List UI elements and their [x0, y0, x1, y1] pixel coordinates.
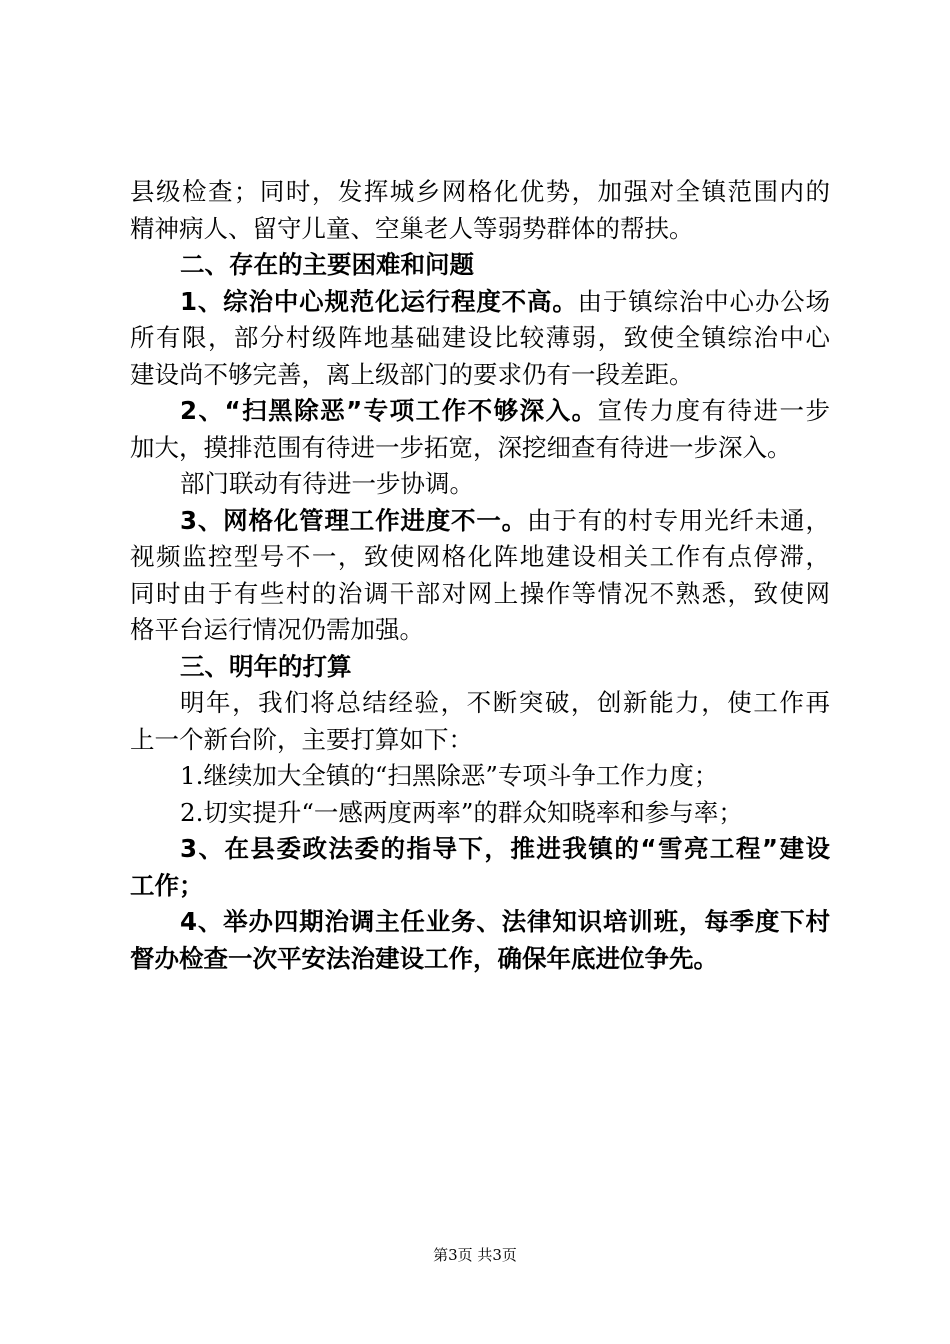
intro-line-2: 精神病人、留守儿童、空巢老人等弱势群体的帮扶。 — [130, 213, 694, 243]
item-3-lead: 3、网格化管理工作进度不一。 — [180, 505, 527, 535]
item-3-line-4: 格平台运行情况仍需加强。 — [130, 615, 424, 644]
intro-line-1: 县级检查；同时，发挥城乡网格化优势，加强对全镇范围内的 — [130, 177, 830, 206]
plan-item-1: 1.继续加大全镇的“扫黑除恶”专项斗争工作力度； — [180, 761, 719, 790]
item-2-line-2: 加大，摸排范围有待进一步拓宽，深挖细查有待进一步深入。 — [130, 432, 792, 462]
page-footer: 第3页 共3页 — [433, 1246, 517, 1264]
item-1-line-2: 所有限，部分村级阵地基础建设比较薄弱，致使全镇综治中心 — [130, 323, 830, 352]
section-3-heading: 三、明年的打算 — [180, 651, 352, 681]
item-1-first-line — [130, 284, 830, 321]
item-2-first-line — [130, 393, 830, 430]
item-1-first-rest: 由于镇综治中心办公场 — [577, 286, 830, 316]
item-2-line-3: 部门联动有待进一步协调。 — [180, 469, 474, 498]
item-2-lead: 2、“扫黑除恶”专项工作不够深入。 — [180, 396, 598, 425]
item-3-first-rest: 由于有的村专用光纤未通， — [527, 505, 830, 535]
item-3-first-line — [130, 503, 830, 540]
plan-item-2: 2.切实提升“一感两度两率”的群众知晓率和参与率； — [180, 797, 743, 827]
item-3-line-3: 同时由于有些村的治调干部对网上操作等情况不熟悉，致使网 — [130, 578, 830, 608]
section-2-heading: 二、存在的主要困难和问题 — [180, 250, 474, 279]
plan-item-3-line-1: 3、在县委政法委的指导下，推进我镇的“雪亮工程”建设 — [180, 834, 830, 863]
plan-para-line-2: 上一个新台阶，主要打算如下： — [130, 724, 473, 754]
item-1-line-3: 建设尚不够完善，离上级部门的要求仍有一段差距。 — [130, 359, 694, 389]
item-2-first-rest: 宣传力度有待进一步 — [597, 396, 830, 425]
plan-item-3-line-2: 工作； — [130, 870, 204, 900]
document-body — [130, 174, 830, 977]
plan-item-4-line-1: 4、举办四期治调主任业务、法律知识培训班，每季度下村 — [180, 907, 830, 936]
plan-item-4-line-2: 督办检查一次平安法治建设工作，确保年底进位争先。 — [130, 943, 718, 973]
plan-para-line-1: 明年，我们将总结经验，不断突破，创新能力，使工作再 — [180, 688, 830, 717]
item-1-lead: 1、综治中心规范化运行程度不高。 — [180, 286, 578, 316]
item-3-line-2: 视频监控型号不一，致使网格化阵地建设相关工作有点停滞， — [130, 542, 830, 571]
